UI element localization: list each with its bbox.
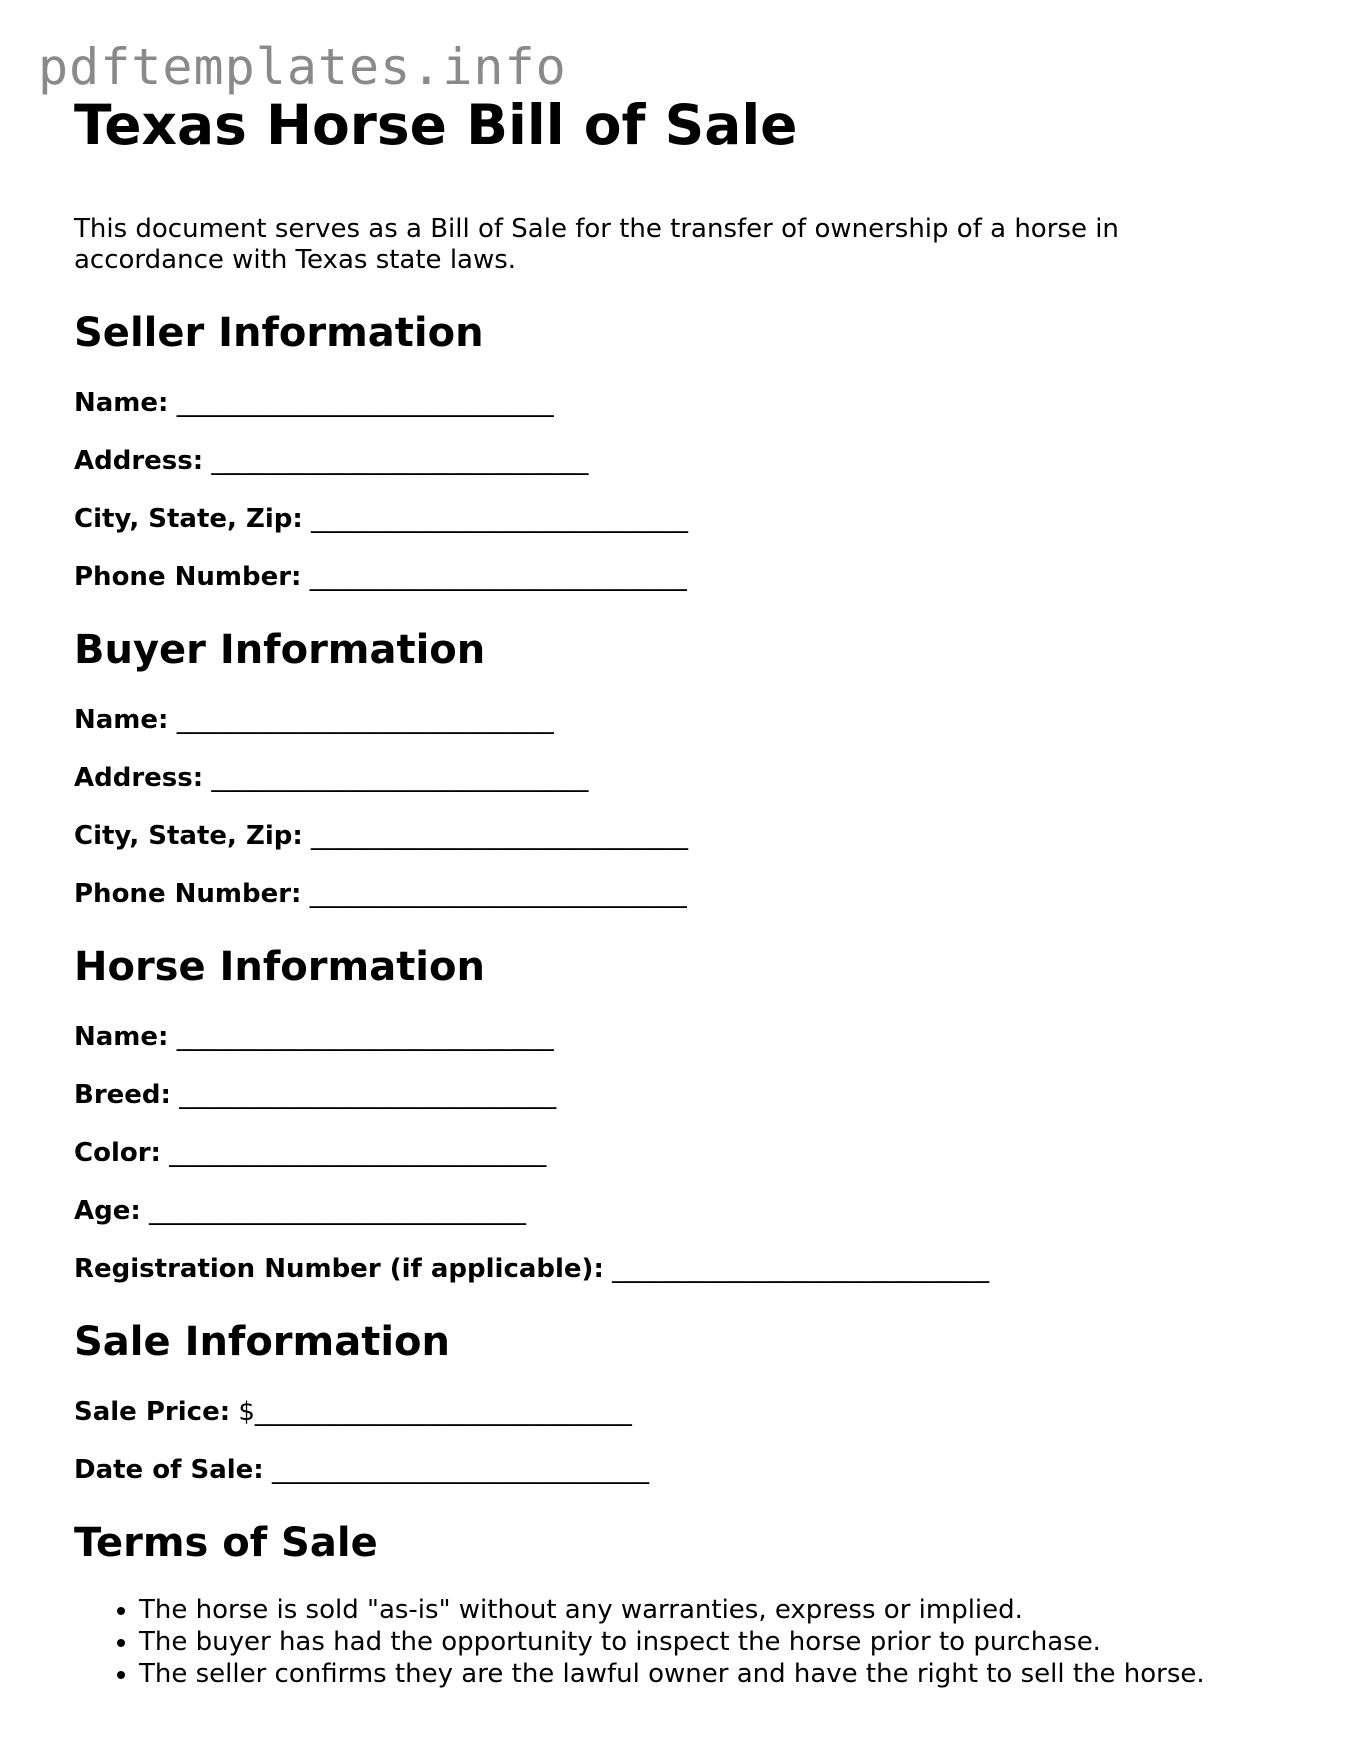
horse-breed-blank[interactable]: _____________________________ <box>179 1080 557 1110</box>
buyer-heading: Buyer Information <box>74 627 486 673</box>
intro-text: This document serves as a Bill of Sale for the transfer of ownership of a horse in accordance with Texas state laws. <box>74 214 1119 275</box>
horse-name-blank[interactable]: _____________________________ <box>176 1022 554 1052</box>
horse-color-label: Color: <box>74 1138 161 1168</box>
terms-heading: Terms of Sale <box>74 1520 378 1566</box>
buyer-address-field <box>74 763 1274 794</box>
horse-registration-blank[interactable]: _____________________________ <box>612 1254 990 1284</box>
terms-list <box>74 1594 1274 1690</box>
horse-age-field <box>74 1196 1274 1227</box>
seller-phone-blank[interactable]: _____________________________ <box>309 562 687 592</box>
sale-heading: Sale Information <box>74 1319 450 1365</box>
buyer-phone-field <box>74 879 1274 910</box>
sale-price-label: Sale Price: <box>74 1397 231 1427</box>
horse-color-field <box>74 1138 1274 1169</box>
horse-breed-field <box>74 1080 1274 1111</box>
seller-phone-label: Phone Number: <box>74 562 302 592</box>
horse-heading: Horse Information <box>74 944 485 990</box>
seller-city-blank[interactable]: _____________________________ <box>311 504 689 534</box>
horse-age-blank[interactable]: _____________________________ <box>149 1196 527 1226</box>
buyer-address-label: Address: <box>74 763 204 793</box>
horse-registration-label: Registration Number (if applicable): <box>74 1254 604 1284</box>
seller-city-field <box>74 504 1274 535</box>
seller-address-field <box>74 446 1274 477</box>
seller-name-blank[interactable]: _____________________________ <box>176 388 554 418</box>
currency-symbol: $ <box>238 1397 255 1427</box>
document-body <box>74 92 1274 1690</box>
horse-age-label: Age: <box>74 1196 141 1226</box>
seller-address-blank[interactable]: _____________________________ <box>211 446 589 476</box>
buyer-name-field <box>74 705 1274 736</box>
seller-name-field <box>74 388 1274 419</box>
buyer-phone-label: Phone Number: <box>74 879 302 909</box>
horse-registration-field <box>74 1254 1274 1285</box>
buyer-phone-blank[interactable]: _____________________________ <box>309 879 687 909</box>
list-item: • The seller confirms they are the lawful owner and have the right to sell the horse. <box>139 1658 1274 1690</box>
buyer-city-field <box>74 821 1274 852</box>
seller-city-label: City, State, Zip: <box>74 504 303 534</box>
sale-date-blank[interactable]: _____________________________ <box>271 1455 649 1485</box>
horse-name-label: Name: <box>74 1022 169 1052</box>
horse-breed-label: Breed: <box>74 1080 171 1110</box>
list-item: • The buyer has had the opportunity to inspect the horse prior to purchase. <box>139 1626 1274 1658</box>
seller-phone-field <box>74 562 1274 593</box>
seller-heading: Seller Information <box>74 310 484 356</box>
sale-date-label: Date of Sale: <box>74 1455 264 1485</box>
buyer-city-blank[interactable]: _____________________________ <box>311 821 689 851</box>
seller-name-label: Name: <box>74 388 169 418</box>
buyer-address-blank[interactable]: _____________________________ <box>211 763 589 793</box>
horse-name-field <box>74 1022 1274 1053</box>
horse-color-blank[interactable]: _____________________________ <box>169 1138 547 1168</box>
buyer-name-label: Name: <box>74 705 169 735</box>
sale-date-field <box>74 1455 1274 1486</box>
list-item: • The horse is sold "as-is" without any warranties, express or implied. <box>139 1594 1274 1626</box>
seller-address-label: Address: <box>74 446 204 476</box>
watermark: pdftemplates.info <box>38 38 567 96</box>
sale-price-field <box>74 1397 1274 1428</box>
buyer-city-label: City, State, Zip: <box>74 821 303 851</box>
sale-price-blank[interactable]: _____________________________ <box>254 1397 632 1427</box>
page-title: Texas Horse Bill of Sale <box>74 93 798 157</box>
buyer-name-blank[interactable]: _____________________________ <box>176 705 554 735</box>
